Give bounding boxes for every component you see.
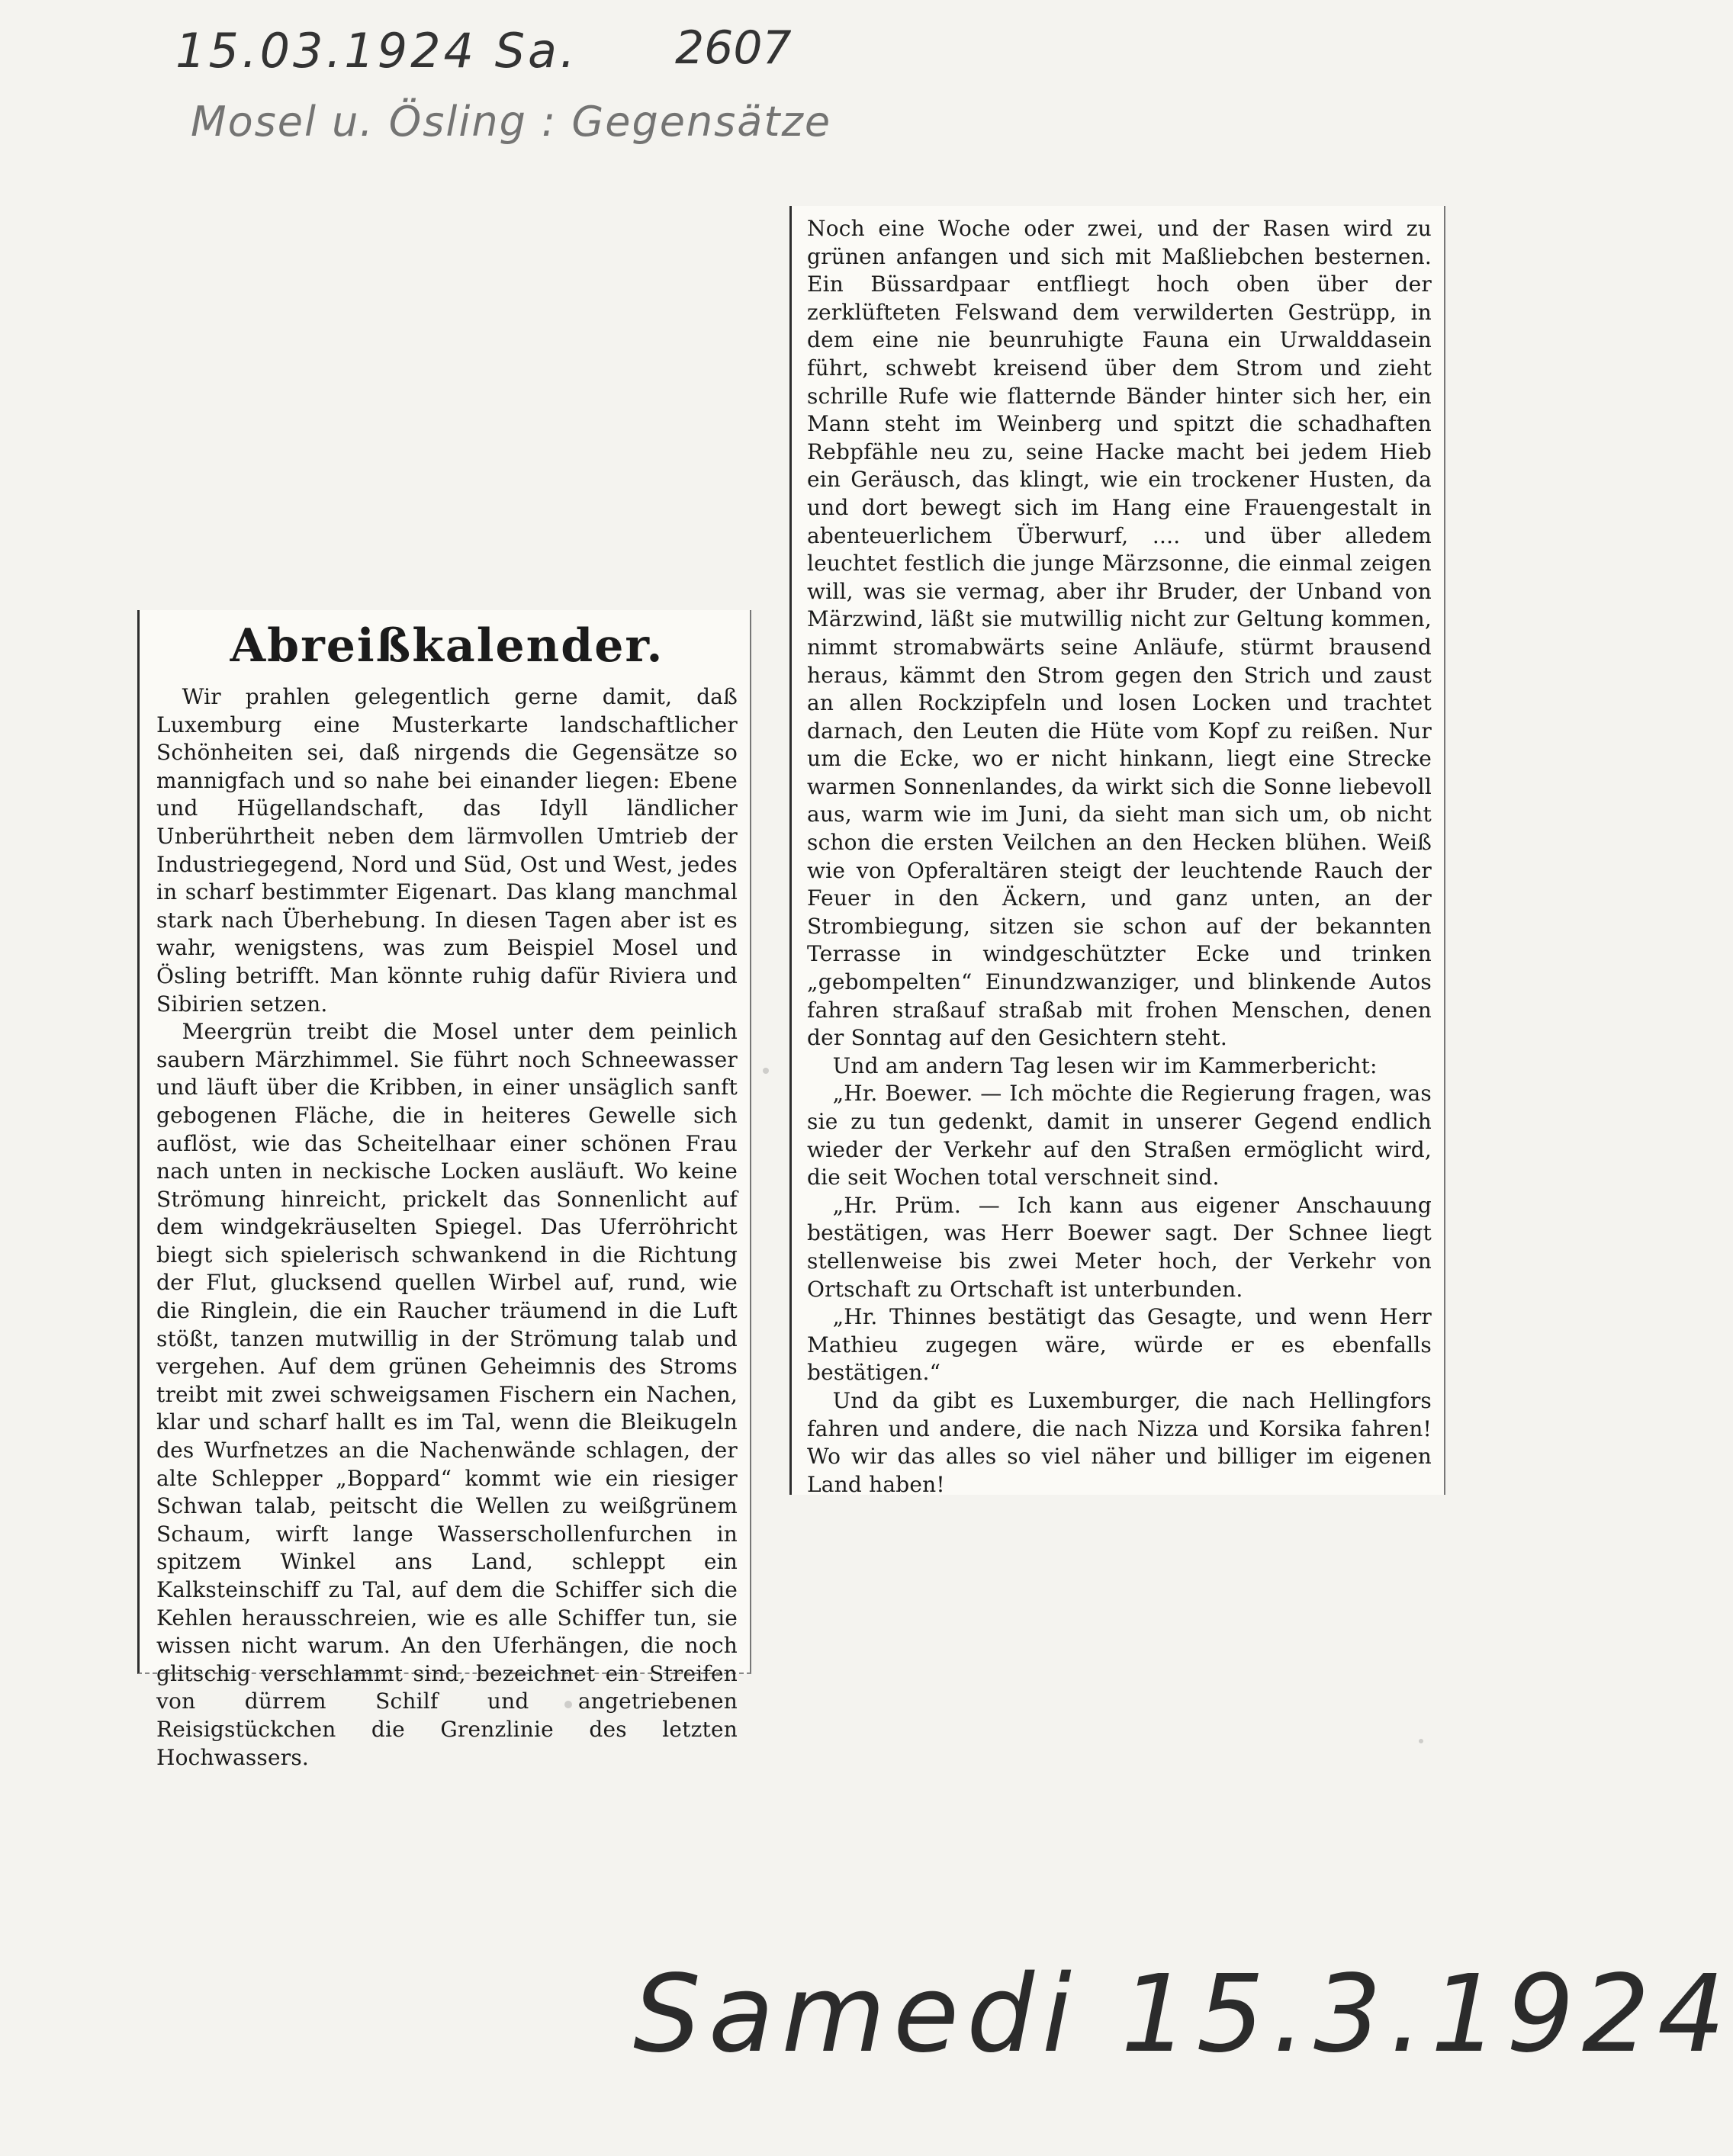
article-paragraph: Und da gibt es Luxemburger, die nach Hellingfors fahren und andere, die nach Nizza und Korsika fahren! Wo wir das alles so viel näher und billiger im eigenen Land haben! (807, 1387, 1432, 1497)
article-paragraph: Noch eine Woche oder zwei, und der Rasen wird zu grünen anfangen und sich mit Maßliebchen besternen. Ein Büssardpaar entfliegt hoch oben über der zerklüfteten Felswand dem verwilderten Gestrüpp, in dem eine nie beunruhigte Fauna ein Urwalddasein führt, schwebt kreisend über dem Strom und zieht schrille Rufe wie flatternde Bänder hinter sich her, ein Mann steht im Weinberg und spitzt die schadhaften Rebpfähle neu zu, seine Hacke macht bei jedem Hieb ein Geräusch, das klingt, wie ein trockener Husten, da und dort bewegt sich im Hang eine Frauengestalt in abenteuerlichem Überwurf, .... und über alledem leuchtet festlich die junge Märzsonne, die einmal zeigen will, was sie vermag, aber ihr Bruder, der Unband von Märzwind, läßt sie mutwillig nicht zur Geltung kommen, nimmt stromabwärts seine Anläufe, stürmt brausend heraus, kämmt den Strom gegen den Strich und zaust an allen Rockzipfeln und losen Locken und trachtet darnach, den Leuten die Hüte vom Kopf zu reißen. Nur um die Ecke, wo er nicht hinkann, liegt eine Strecke warmen Sonnenlandes, da wirkt sich die Sonne liebevoll aus, warm wie im Juni, da sieht man sich um, ob nicht schon die ersten Veilchen an den Hecken blühen. Weiß wie von Opferaltären steigt der leuchtende Rauch der Feuer in den Äckern, und ganz unten, an der Strombiegung, sitzen sie schon auf der bekannten Terrasse in windgeschützter Ecke und trinken „gebompelten“ Einundzwanziger, und blinkende Autos fahren straßauf straßab mit frohen Menschen, denen der Sonntag auf den Gesichtern steht. (807, 216, 1432, 1051)
handwritten-date-bottom: Samedi 15.3.1924 (633, 1952, 1733, 2077)
article-paragraph: „Hr. Boewer. — Ich möchte die Regierung fragen, was sie zu tun gedenkt, damit in unserer Gegend endlich wieder der Verkehr auf den Straßen ermöglicht wird, die seit Wochen total verschneit sind. (807, 1081, 1432, 1190)
scan-speck (763, 1068, 769, 1074)
handwritten-date-top: 15.03.1924 Sa. (175, 23, 578, 79)
scan-speck (564, 1701, 572, 1708)
article-paragraph: Wir prahlen gelegentlich gerne damit, daß Luxemburg eine Musterkarte landschaftlicher Schönheiten sei, daß nirgends die Gegensätze so mannigfach und so nahe bei einander liegen: Ebene und Hügellandschaft, das Idyll ländlicher Unberührtheit neben dem lärmvollen Umtrieb der Industriegegend, Nord und Süd, Ost und West, jedes in scharf bestimmter Eigenart. Das klang manchmal stark nach Überhebung. In diesen Tagen aber ist es wahr, wenigstens, was zum Beispiel Mosel und Ösling betrifft. Man könnte ruhig dafür Riviera und Sibirien setzen. (156, 684, 738, 1017)
handwritten-archive-number: 2607 (675, 21, 792, 75)
handwritten-note: Mosel u. Ösling : Gegensätze (191, 98, 832, 146)
article-clipping-left-column (137, 610, 751, 1770)
article-paragraph: „Hr. Prüm. — Ich kann aus eigener Anschauung bestätigen, was Herr Boewer sagt. Der Schnee liegt stellenweise bis zwei Meter hoch, der Verkehr von Ortschaft zu Ortschaft ist unterbunden. (807, 1192, 1432, 1302)
article-paragraph: Und am andern Tag lesen wir im Kammerbericht: (832, 1052, 1378, 1078)
article-paragraph: „Hr. Thinnes bestätigt das Gesagte, und wenn Herr Mathieu zugegen wäre, würde er es ebenfalls bestätigen.“ (807, 1304, 1432, 1386)
scan-speck (1419, 1739, 1423, 1743)
article-clipping-right-column (789, 206, 1445, 1495)
article-title: Abreißkalender. (230, 619, 664, 673)
article-paragraph: Meergrün treibt die Mosel unter dem peinlich saubern Märzhimmel. Sie führt noch Schneewasser und läuft über die Kribben, in einer unsäglich sanft gebogenen Fläche, die in heiteres Gewelle sich auflöst, wie das Scheitelhaar einer schönen Frau nach unten in neckische Locken ausläuft. Wo keine Strömung hinreicht, prickelt das Sonnenlicht auf dem windgekräuselten Spiegel. Das Uferröhricht biegt sich spielerisch schwankend in die Richtung der Flut, glucksend quellen Wirbel auf, rund, wie die Ringlein, die ein Raucher träumend in die Luft stößt, tanzen mutwillig in der Strömung talab und vergehen. Auf dem grünen Geheimnis des Stroms treibt mit zwei schweigsamen Fischern ein Nachen, klar und scharf hallt es im Tal, wenn die Bleikugeln des Wurfnetzes an die Nachenwände schlagen, der alte Schlepper „Boppard“ kommt wie ein riesiger Schwan talab, peitscht die Wellen zu weißgrünem Schaum, wirft lange Wasserschollenfurchen in spitzem Winkel ans Land, schleppt ein Kalksteinschiff zu Tal, auf dem die Schiffer sich die Kehlen herausschreien, wie es alle Schiffer tun, sie wissen nicht warum. An den Uferhängen, die noch glitschig verschlammt sind, bezeichnet ein Streifen von dürrem Schilf und angetriebenen Reisigstückchen die Grenzlinie des letzten Hochwassers. (156, 1019, 738, 1770)
